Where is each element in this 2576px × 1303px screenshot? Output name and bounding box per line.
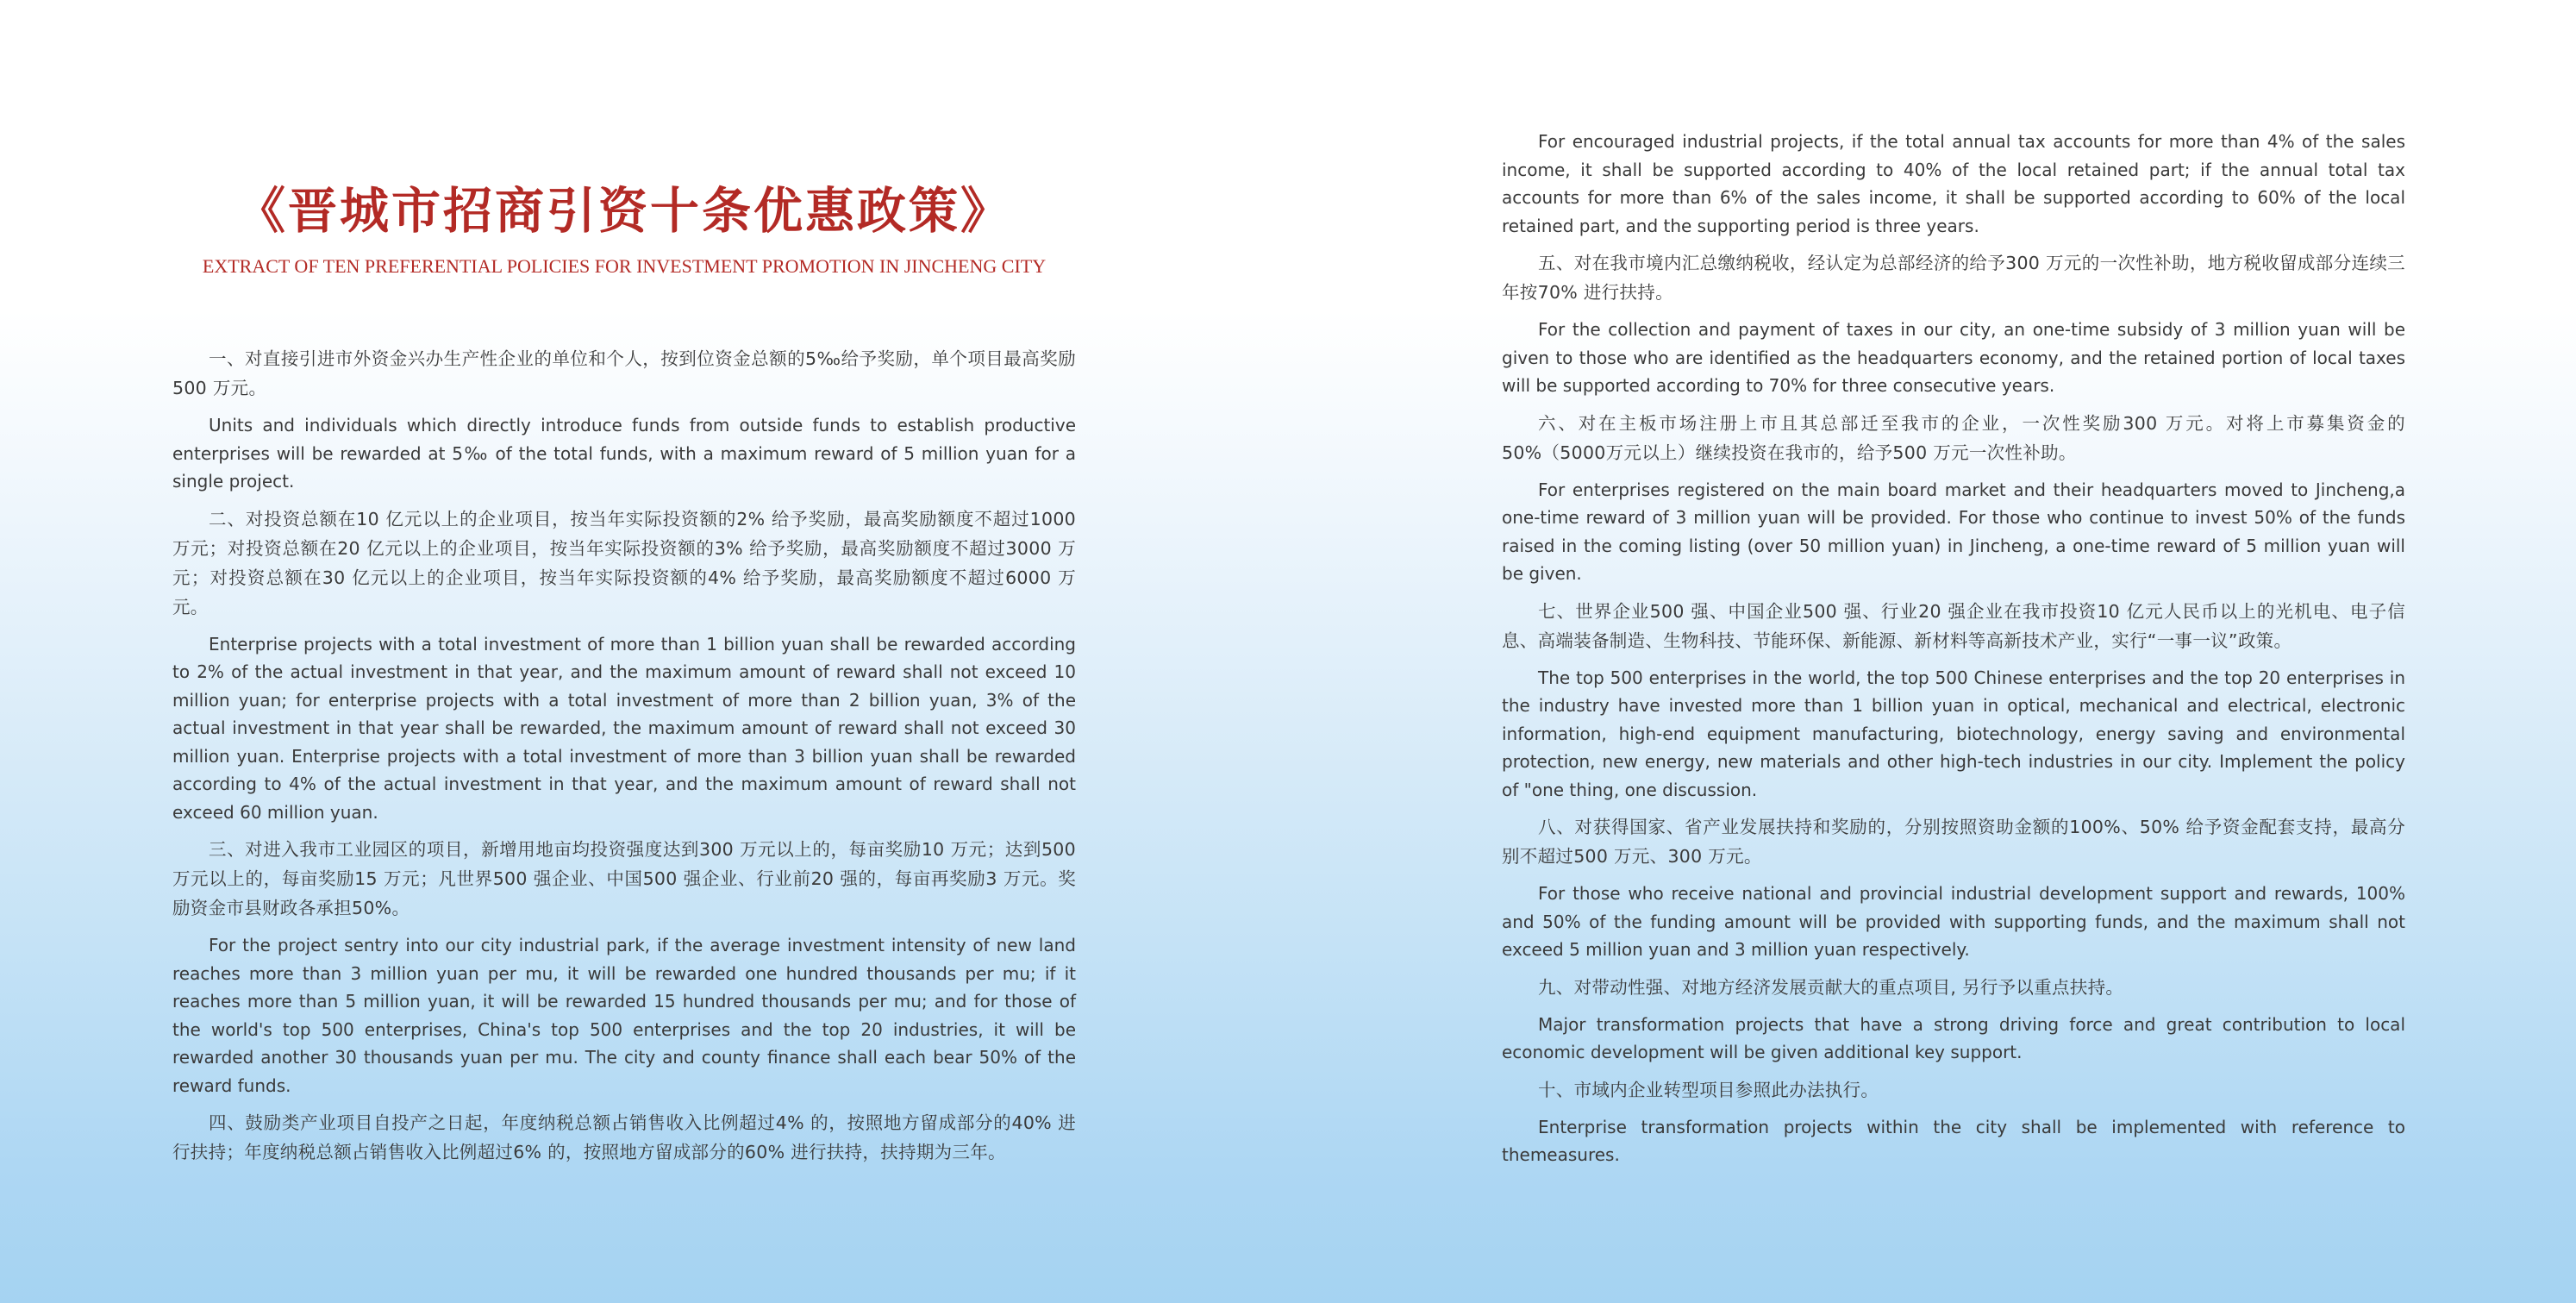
policy-paragraph-en: For those who receive national and provincial industrial development support and rewards, 100% and 50% of the funding amount will be provided with supporting funds, and the maximum shall not exceed 5 million yuan and 3 million yuan respectively. bbox=[1502, 883, 2405, 960]
title-block bbox=[172, 172, 1076, 279]
policy-paragraph-en: For the collection and payment of taxes in our city, an one-time subsidy of 3 million yuan will be given to those who are identified as the headquarters economy, and the retained portion of local taxes will be supported according to 70% for three consecutive years. bbox=[1502, 319, 2405, 396]
policy-paragraph-zh: 八、对获得国家、省产业发展扶持和奖励的，分别按照资助金额的100%、50% 给予资金配套支持，最高分别不超过500 万元、300 万元。 bbox=[1502, 817, 2405, 867]
policy-paragraph-zh: 七、世界企业500 强、中国企业500 强、行业20 强企业在我市投资10 亿元人民币以上的光机电、电子信息、高端装备制造、生物科技、节能环保、新能源、新材料等高新技术产业，实行“一事一议”政策。 bbox=[1502, 600, 2405, 651]
policy-paragraph-en: Enterprise transformation projects within the city shall be implemented with reference to themeasures. bbox=[1502, 1116, 2405, 1165]
policy-paragraph-zh: 十、市域内企业转型项目参照此办法执行。 bbox=[1538, 1079, 1879, 1100]
document-title: 《晋城市招商引资十条优惠政策》 bbox=[236, 182, 1012, 240]
document-subtitle: EXTRACT OF TEN PREFERENTIAL POLICIES FOR INVESTMENT PROMOTION IN JINCHENG CITY bbox=[202, 255, 1047, 277]
policy-paragraph-en: Major transformation projects that have a strong driving force and great contribution to local economic development will be given additional key support. bbox=[1502, 1013, 2405, 1062]
right-column bbox=[1502, 128, 2405, 1178]
policy-paragraph-en: For encouraged industrial projects, if the total annual tax accounts for more than 4% of the sales income, it shall be supported according to 40% of the local retained part; if the annual total tax accounts for more than 6% of the sales income, it shall be supported according to 60% of the local retained part, and the supporting period is three years. bbox=[1502, 131, 2405, 236]
policy-paragraph-en: Units and individuals which directly introduce funds from outside funds to establish productive enterprises will be rewarded at 5‰ of the total funds, with a maximum reward of 5 million yuan for a single project. bbox=[172, 415, 1076, 492]
policy-paragraph-zh: 九、对带动性强、对地方经济发展贡献大的重点项目, 另行予以重点扶持。 bbox=[1538, 976, 2124, 998]
policy-paragraph-en: For the project sentry into our city industrial park, if the average investment intensity of new land reaches more than 3 million yuan per mu, it will be rewarded one hundred thousands per mu; if it reaches more than 5 million yuan, it will be rewarded 15 hundred thousands per mu; and for those of the world's top 500 enterprises, China's top 500 enterprises and the top 20 industries, it will be rewarded another 30 thousands yuan per mu. The city and county finance shall each bear 50% of the reward funds. bbox=[172, 935, 1076, 1096]
right-page bbox=[1288, 0, 2576, 1303]
policy-paragraph-en: For enterprises registered on the main board market and their headquarters moved to Jincheng,a one-time reward of 3 million yuan will be provided. For those who continue to invest 50% of the funds raised in the coming listing (over 50 million yuan) in Jincheng, a one-time reward of 5 million yuan will be given. bbox=[1502, 479, 2405, 584]
policy-paragraph-zh: 三、对进入我市工业园区的项目，新增用地亩均投资强度达到300 万元以上的，每亩奖励10 万元；达到500万元以上的，每亩奖励15 万元；凡世界500 强企业、中国500 强企业、行业前20 强的，每亩再奖励3 万元。奖励资金市县财政各承担50%。 bbox=[172, 839, 1076, 918]
left-column bbox=[172, 344, 1076, 1175]
policy-paragraph-en: Enterprise projects with a total investment of more than 1 billion yuan shall be rewarded according to 2% of the actual investment in that year, and the maximum amount of reward shall not exceed 10 million yuan; for enterprise projects with a total investment of more than 2 billion yuan, 3% of the actual investment in that year shall be rewarded, the maximum amount of reward shall not exceed 30 million yuan. Enterprise projects with a total investment of more than 3 billion yuan shall be rewarded according to 4% of the actual investment in that year, and the maximum amount of reward shall not exceed 60 million yuan. bbox=[172, 633, 1076, 823]
policy-paragraph-en: The top 500 enterprises in the world, the top 500 Chinese enterprises and the top 20 enterprises in the industry have invested more than 1 billion yuan in optical, mechanical and electrical, electronic information, high-end equipment manufacturing, biotechnology, energy saving and environmental protection, new energy, new materials and other high-tech industries in our city. Implement the policy of "one thing, one discussion. bbox=[1502, 667, 2405, 800]
policy-paragraph-zh: 五、对在我市境内汇总缴纳税收，经认定为总部经济的给予300 万元的一次性补助，地方税收留成部分连续三年按70% 进行扶持。 bbox=[1502, 253, 2405, 303]
policy-paragraph-zh: 一、对直接引进市外资金兴办生产性企业的单位和个人，按到位资金总额的5‰给予奖励，单个项目最高奖励500 万元。 bbox=[172, 348, 1076, 398]
policy-paragraph-zh: 四、鼓励类产业项目自投产之日起，年度纳税总额占销售收入比例超过4% 的，按照地方留成部分的40% 进行扶持；年度纳税总额占销售收入比例超过6% 的，按照地方留成部分的60% 进行扶持，扶持期为三年。 bbox=[172, 1112, 1076, 1162]
policy-paragraph-zh: 六、对在主板市场注册上市且其总部迁至我市的企业，一次性奖励300 万元。对将上市募集资金的50%（5000万元以上）继续投资在我市的，给予500 万元一次性补助。 bbox=[1502, 412, 2405, 463]
policy-paragraph-zh: 二、对投资总额在10 亿元以上的企业项目，按当年实际投资额的2% 给予奖励，最高奖励额度不超过1000 万元；对投资总额在20 亿元以上的企业项目，按当年实际投资额的3% 给予奖励，最高奖励额度不超过3000 万元；对投资总额在30 亿元以上的企业项目，按当年实际投资额的4% 给予奖励，最高奖励额度不超过6000 万元。 bbox=[172, 508, 1076, 617]
